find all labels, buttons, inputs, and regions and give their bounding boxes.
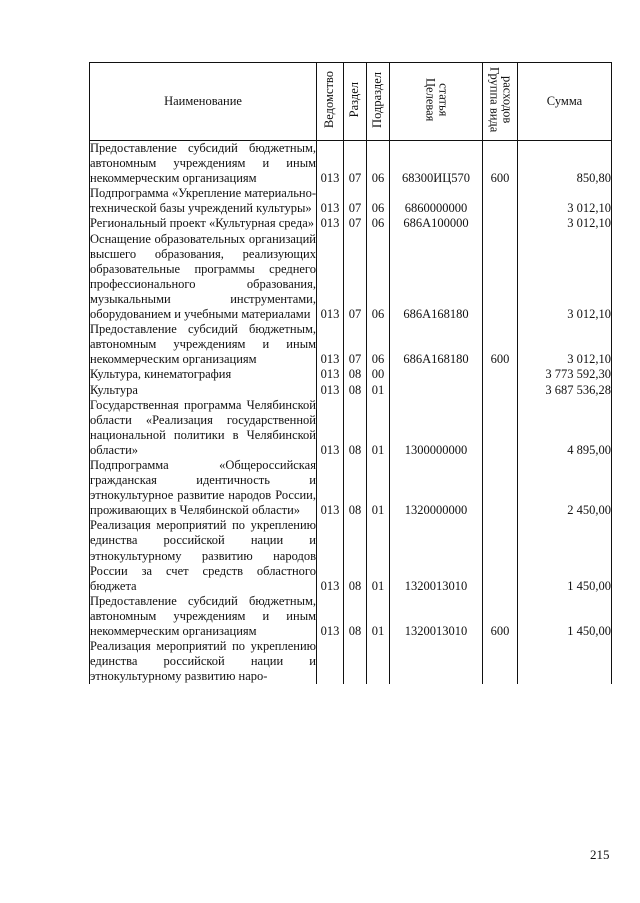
row-sum-cell: 3 687 536,28: [518, 383, 612, 398]
row-group-cell: [483, 458, 518, 518]
row-target-cell: 68300ИЦ570: [390, 141, 483, 187]
row-target-cell: [390, 639, 483, 684]
row-sum-cell: 3 773 592,30: [518, 367, 612, 382]
header-target-article: Целевая статья: [390, 63, 483, 141]
row-group-cell: [483, 367, 518, 382]
table-row: [90, 367, 612, 382]
row-podrazdel-cell: 01: [367, 594, 390, 639]
header-expense-group: Группа вида расходов: [483, 63, 518, 141]
row-sum-cell: 1 450,00: [518, 518, 612, 593]
row-group-cell: 600: [483, 322, 518, 367]
row-name-cell: Реализация мероприятий по укреплению единства российской нации и этнокультурному развитию народов России за счет средств областного бюджета: [90, 518, 316, 593]
page-number: 215: [590, 847, 610, 862]
row-name-cell: Подпрограмма «Общероссийская гражданская идентичность и этнокультурное развитие народов России, проживающих в Челябинской области»: [90, 457, 316, 518]
row-razdel-cell: 08: [344, 594, 367, 639]
row-podrazdel-cell: 06: [367, 322, 390, 367]
table-row: [90, 518, 612, 593]
row-sum-cell: 3 012,10: [518, 186, 612, 216]
row-vedomstvo-cell: 013: [317, 232, 344, 323]
table-row: [90, 322, 612, 367]
header-row: [90, 63, 612, 141]
row-name-cell: Реализация мероприятий по укреплению единства российской нации и этнокультурному развитию наро-: [90, 639, 316, 684]
table-row: [90, 398, 612, 458]
row-podrazdel-cell: 06: [367, 216, 390, 231]
row-razdel-cell: 07: [344, 216, 367, 231]
row-target-cell: 686А100000: [390, 216, 483, 231]
row-group-cell: [483, 398, 518, 458]
header-razdel: Раздел: [344, 63, 367, 141]
row-sum-cell: 3 012,10: [518, 216, 612, 231]
row-target-cell: 686А168180: [390, 322, 483, 367]
table-row: [90, 216, 612, 231]
row-razdel-cell: [344, 639, 367, 684]
row-podrazdel-cell: 06: [367, 141, 390, 187]
row-group-cell: 600: [483, 594, 518, 639]
row-name-cell: Предоставление субсидий бюджетным, автономным учреждениям и иным некоммерческим организациям: [90, 141, 316, 186]
row-target-cell: [390, 367, 483, 382]
row-razdel-cell: 07: [344, 186, 367, 216]
row-group-cell: [483, 518, 518, 593]
row-sum-cell: 850,80: [518, 141, 612, 187]
row-group-cell: [483, 639, 518, 684]
row-podrazdel-cell: 01: [367, 458, 390, 518]
row-razdel-cell: 08: [344, 458, 367, 518]
table-row: [90, 141, 612, 187]
row-podrazdel-cell: 06: [367, 232, 390, 323]
row-sum-cell: 4 895,00: [518, 398, 612, 458]
row-vedomstvo-cell: 013: [317, 518, 344, 593]
row-vedomstvo-cell: 013: [317, 186, 344, 216]
row-vedomstvo-cell: 013: [317, 398, 344, 458]
table-row: [90, 594, 612, 639]
row-podrazdel-cell: 01: [367, 398, 390, 458]
header-podrazdel: Подраздел: [367, 63, 390, 141]
row-group-cell: [483, 186, 518, 216]
row-name-cell: Подпрограмма «Укрепление материально-технической базы учреждений культуры»: [90, 186, 316, 216]
row-target-cell: 1320013010: [390, 518, 483, 593]
row-vedomstvo-cell: 013: [317, 216, 344, 231]
row-podrazdel-cell: 06: [367, 186, 390, 216]
table-row: [90, 639, 612, 684]
row-vedomstvo-cell: [317, 639, 344, 684]
row-podrazdel-cell: 00: [367, 367, 390, 382]
header-name: Наименование: [90, 63, 317, 141]
row-name-cell: Предоставление субсидий бюджетным, автономным учреждениям и иным некоммерческим организациям: [90, 322, 316, 367]
row-group-cell: [483, 216, 518, 231]
row-vedomstvo-cell: 013: [317, 383, 344, 398]
table-body: [90, 141, 612, 685]
row-sum-cell: 3 012,10: [518, 322, 612, 367]
row-vedomstvo-cell: 013: [317, 594, 344, 639]
row-podrazdel-cell: 01: [367, 518, 390, 593]
row-target-cell: 6860000000: [390, 186, 483, 216]
row-razdel-cell: 08: [344, 398, 367, 458]
budget-table: [89, 62, 612, 684]
row-name-cell: Государственная программа Челябинской области «Реализация государственной национальной политики в Челябинской области»: [90, 397, 316, 457]
row-name-cell: Культура, кинематография: [90, 367, 317, 382]
row-sum-cell: 1 450,00: [518, 594, 612, 639]
row-name-cell: Региональный проект «Культурная среда»: [90, 216, 317, 231]
row-podrazdel-cell: [367, 639, 390, 684]
row-sum-cell: 2 450,00: [518, 458, 612, 518]
row-target-cell: [390, 383, 483, 398]
row-razdel-cell: 08: [344, 383, 367, 398]
row-group-cell: [483, 232, 518, 323]
row-vedomstvo-cell: 013: [317, 322, 344, 367]
table-row: [90, 232, 612, 323]
table-row: [90, 186, 612, 216]
row-vedomstvo-cell: 013: [317, 367, 344, 382]
row-name-cell: Оснащение образовательных организаций высшего образования, реализующих образовательные программы среднего профессионального образования, музыкальными инструментами, оборудованием и учебными материалами: [90, 231, 316, 322]
table-row: [90, 458, 612, 518]
row-razdel-cell: 07: [344, 141, 367, 187]
row-razdel-cell: 08: [344, 367, 367, 382]
row-group-cell: [483, 383, 518, 398]
row-vedomstvo-cell: 013: [317, 458, 344, 518]
row-target-cell: 1320013010: [390, 594, 483, 639]
header-vedomstvo: Ведомство: [317, 63, 344, 141]
row-razdel-cell: 07: [344, 232, 367, 323]
row-razdel-cell: 07: [344, 322, 367, 367]
row-sum-cell: [518, 639, 612, 684]
row-vedomstvo-cell: 013: [317, 141, 344, 187]
header-sum: Сумма: [518, 63, 612, 141]
row-target-cell: 1300000000: [390, 398, 483, 458]
row-razdel-cell: 08: [344, 518, 367, 593]
row-name-cell: Культура: [90, 383, 317, 398]
row-sum-cell: 3 012,10: [518, 232, 612, 323]
row-group-cell: 600: [483, 141, 518, 187]
row-target-cell: 1320000000: [390, 458, 483, 518]
row-name-cell: Предоставление субсидий бюджетным, автономным учреждениям и иным некоммерческим организациям: [90, 593, 316, 638]
row-podrazdel-cell: 01: [367, 383, 390, 398]
row-target-cell: 686А168180: [390, 232, 483, 323]
table-row: [90, 383, 612, 398]
budget-sheet: [89, 62, 612, 684]
